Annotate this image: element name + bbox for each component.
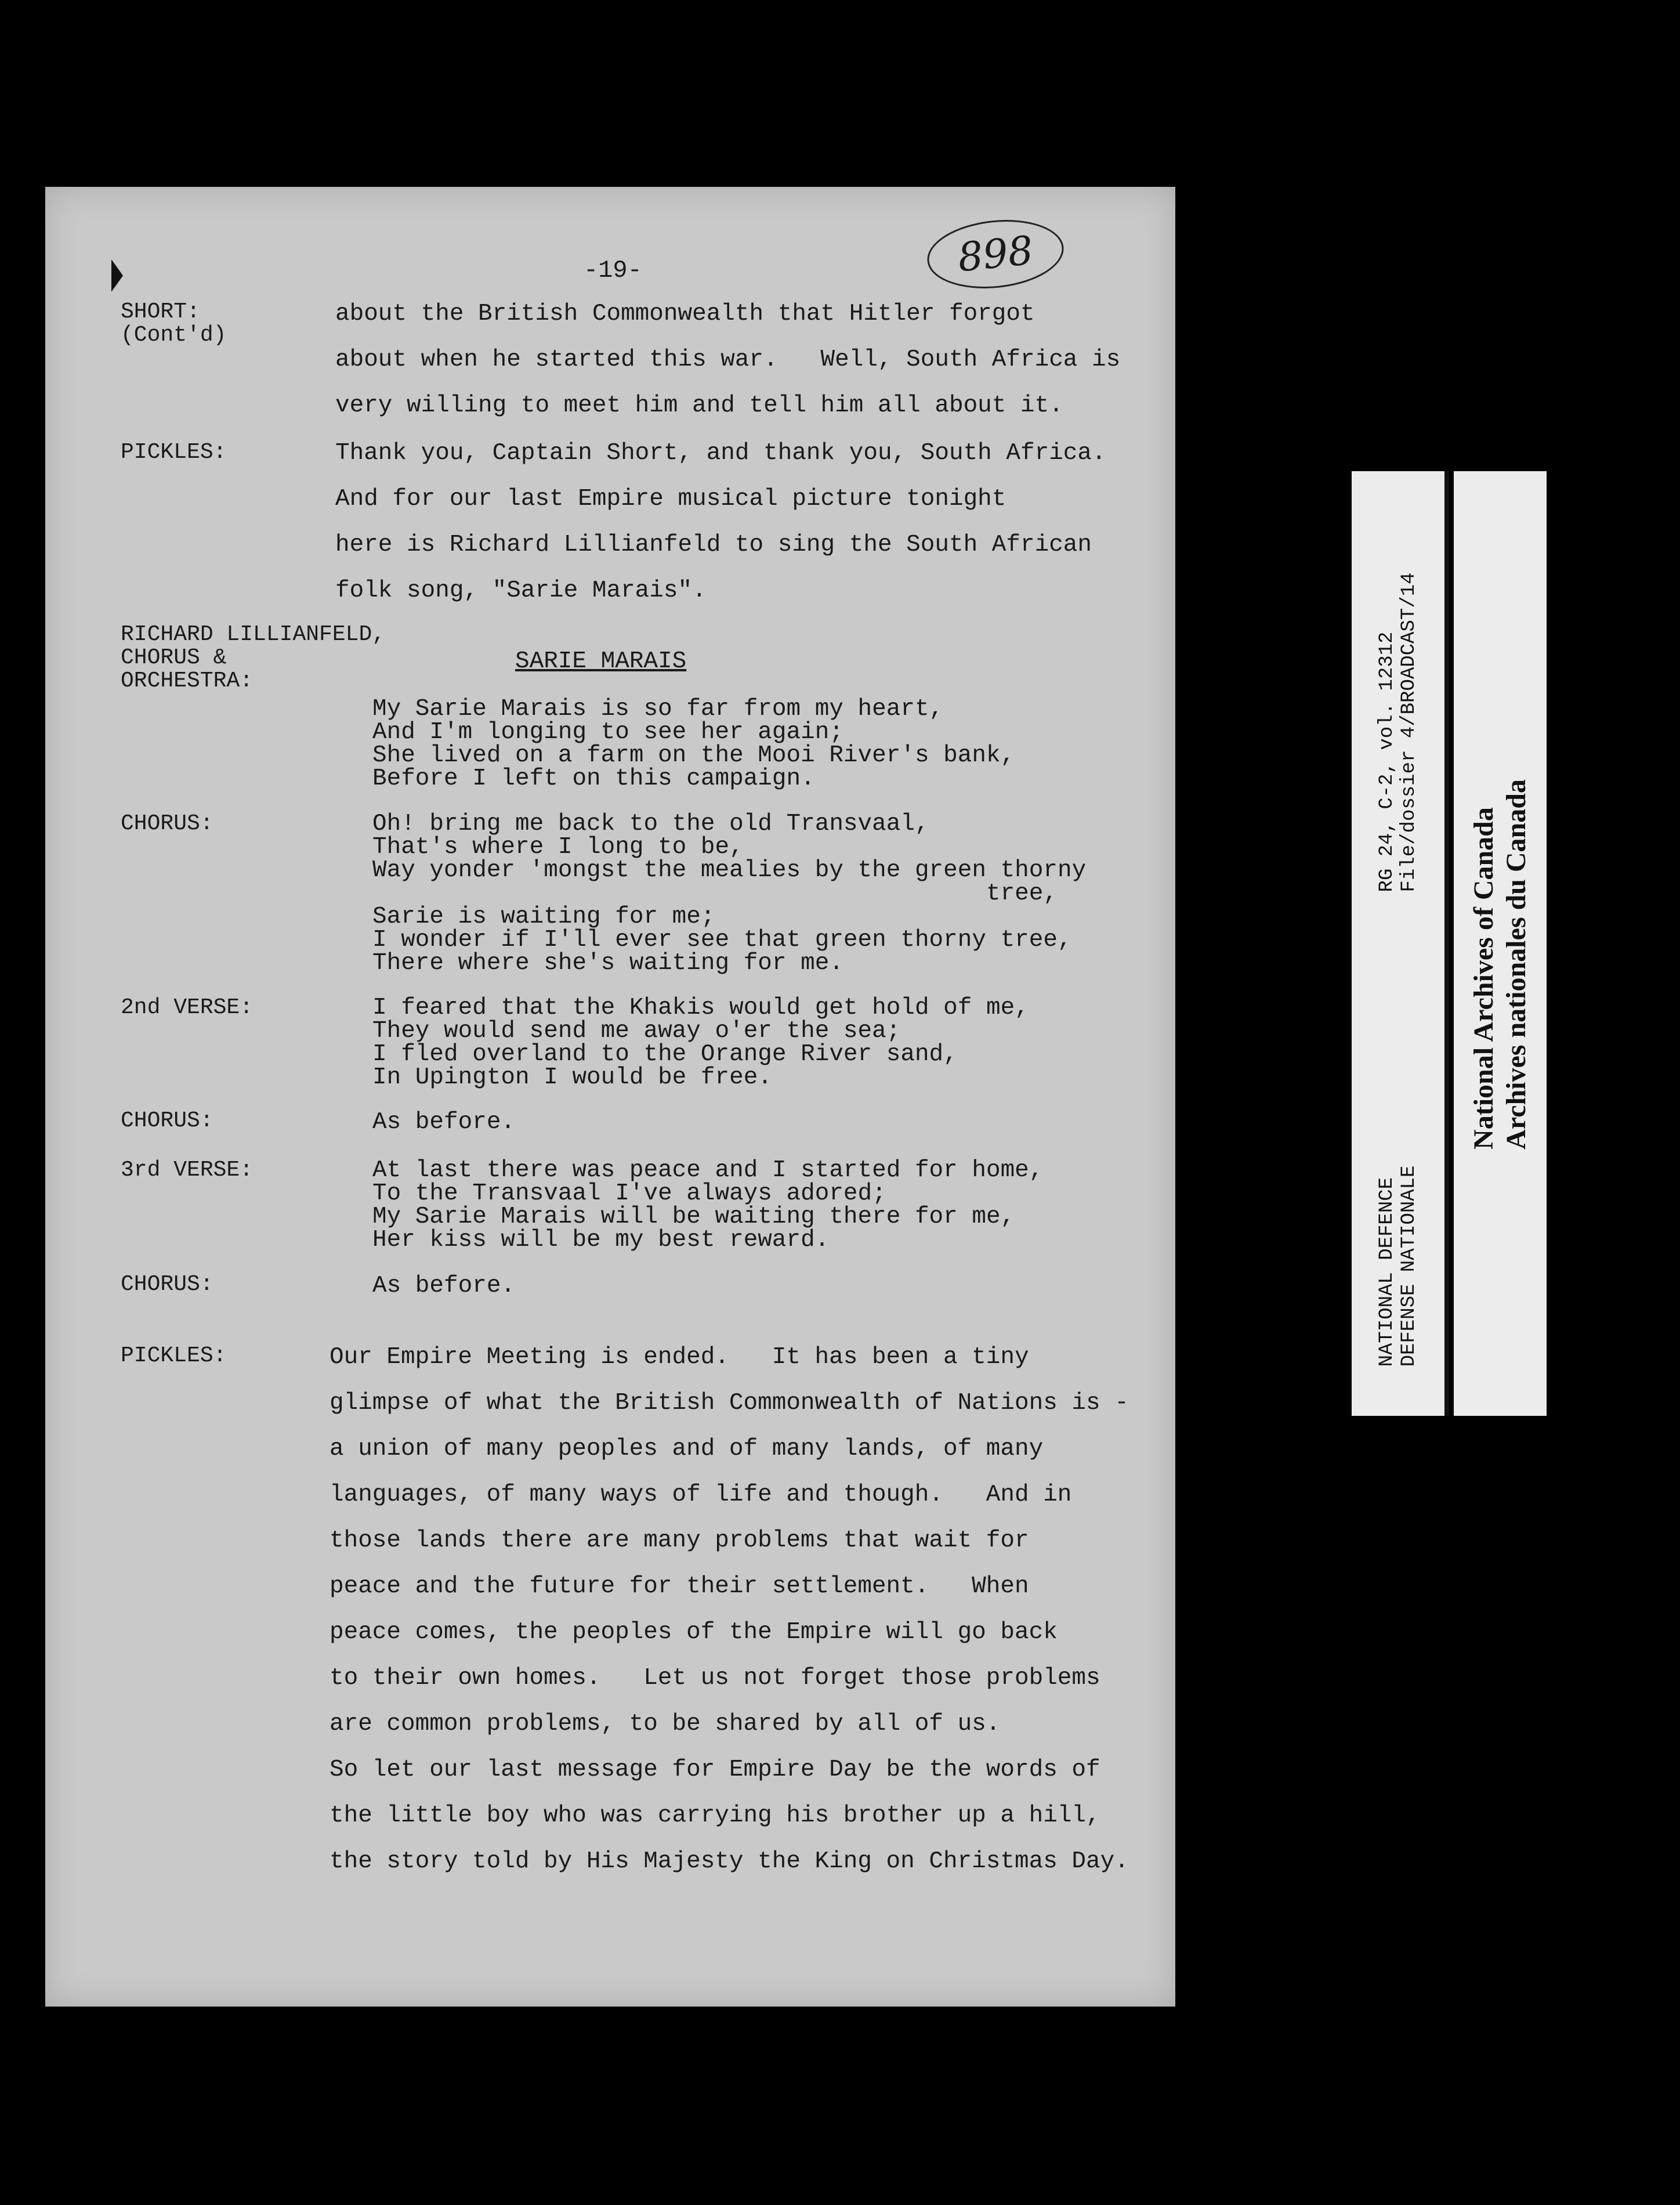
- speaker-chorus: CHORUS:: [121, 811, 213, 836]
- speaker-chorus: CHORUS:: [121, 1108, 213, 1133]
- speaker-short: SHORT: (Cont'd): [121, 299, 227, 348]
- archives-name-area: [1454, 732, 1547, 1197]
- text-line: folk song, "Sarie Marais".: [335, 577, 707, 604]
- lyric-line: To the Transvaal I've always adored;: [372, 1180, 886, 1207]
- text-line: about when he started this war. Well, South Africa is: [335, 346, 1121, 373]
- text-line: the story told by His Majesty the King on Christmas Day.: [330, 1848, 1129, 1875]
- verse-2: [372, 996, 1029, 1089]
- lyric-line: At last there was peace and I started for home,: [372, 1157, 1044, 1184]
- text-line: languages, of many ways of life and though. And in: [330, 1481, 1072, 1508]
- speaker-richard-lillianfeld: RICHARD LILLIANFELD, CHORUS & ORCHESTRA:: [121, 622, 386, 693]
- verse-1: [372, 697, 1015, 790]
- lyric-line: And I'm longing to see her again;: [372, 719, 843, 746]
- lyric-line: That's where I long to be,: [372, 834, 744, 861]
- text-line: And for our last Empire musical picture tonight: [335, 486, 1006, 512]
- text-line: to their own homes. Let us not forget those problems: [330, 1665, 1100, 1691]
- speaker-2nd-verse: 2nd VERSE:: [121, 995, 254, 1020]
- department-area: [1352, 1138, 1444, 1394]
- text-line: very willing to meet him and tell him all about it.: [335, 392, 1063, 419]
- document-page: [45, 187, 1175, 2007]
- song-title: SARIE MARAIS: [515, 648, 687, 675]
- text-line: Thank you, Captain Short, and thank you, South Africa.: [335, 440, 1106, 467]
- lyric-line: As before.: [372, 1109, 516, 1136]
- pickles-paragraph-1: [335, 431, 1159, 614]
- chorus-1: [372, 812, 1086, 975]
- lyric-line: I fled overland to the Orange River sand,: [372, 1041, 958, 1068]
- archives-name-label: National Archives of Canada Archives nationales du Canada: [1468, 779, 1531, 1150]
- chorus-2: [372, 1111, 515, 1134]
- lyric-line: My Sarie Marais will be waiting there for me,: [372, 1203, 1015, 1230]
- pickles-paragraph-2: [330, 1335, 1153, 1885]
- chorus-3: [372, 1274, 515, 1297]
- lyric-line: In Upington I would be free.: [372, 1064, 772, 1091]
- text-line: the little boy who was carrying his brother up a hill,: [330, 1802, 1100, 1829]
- reference-number-area: [1352, 529, 1444, 935]
- text-line: about the British Commonwealth that Hitler forgot: [335, 301, 1035, 327]
- text-line: those lands there are many problems that wait for: [330, 1527, 1029, 1554]
- lyric-line: Sarie is waiting for me;: [372, 903, 715, 930]
- text-line: Our Empire Meeting is ended. It has been a tiny: [330, 1344, 1029, 1371]
- lyric-line: Before I left on this campaign.: [372, 765, 815, 792]
- text-line: a union of many peoples and of many lands, of many: [330, 1436, 1044, 1462]
- speaker-pickles: PICKLES:: [121, 1343, 227, 1368]
- archives-name-strip: [1454, 471, 1547, 1416]
- speaker-3rd-verse: 3rd VERSE:: [121, 1158, 254, 1183]
- lyric-line: She lived on a farm on the Mooi River's bank,: [372, 742, 1015, 769]
- lyric-line: I wonder if I'll ever see that green thorny tree,: [372, 927, 1072, 953]
- lyric-line: tree,: [372, 880, 1058, 907]
- speaker-chorus: CHORUS:: [121, 1272, 213, 1297]
- page-number: -19-: [584, 256, 642, 284]
- lyric-line: Her kiss will be my best reward.: [372, 1227, 830, 1253]
- text-line: are common problems, to be shared by all of us.: [330, 1711, 1001, 1737]
- archive-reference-number: RG 24, C-2, vol. 12312 File/dossier 4/BROADCAST/14: [1376, 572, 1420, 892]
- department-label: NATIONAL DEFENCE DEFENSE NATIONALE: [1376, 1165, 1420, 1367]
- lyric-line: There where she's waiting for me.: [372, 950, 843, 977]
- lyric-line: As before.: [372, 1273, 516, 1299]
- text-line: peace comes, the peoples of the Empire will go back: [330, 1619, 1058, 1646]
- verse-3: [372, 1159, 1043, 1252]
- short-paragraph: [335, 291, 1159, 429]
- lyric-line: My Sarie Marais is so far from my heart,: [372, 696, 944, 722]
- speaker-pickles: PICKLES:: [121, 440, 227, 465]
- lyric-line: I feared that the Khakis would get hold of me,: [372, 995, 1029, 1021]
- text-line: here is Richard Lillianfeld to sing the South African: [335, 532, 1092, 558]
- text-line: So let our last message for Empire Day be the words of: [330, 1756, 1100, 1783]
- lyric-line: Way yonder 'mongst the mealies by the green thorny: [372, 857, 1087, 884]
- text-line: peace and the future for their settlement. When: [330, 1573, 1029, 1600]
- punch-hole-mark: [111, 259, 123, 292]
- text-line: glimpse of what the British Commonwealth of Nations is -: [330, 1390, 1129, 1416]
- lyric-line: Oh! bring me back to the old Transvaal,: [372, 811, 929, 837]
- lyric-line: They would send me away o'er the sea;: [372, 1018, 901, 1044]
- archive-reference-strip: [1352, 471, 1449, 1416]
- handwritten-folio-number: 898: [924, 214, 1067, 295]
